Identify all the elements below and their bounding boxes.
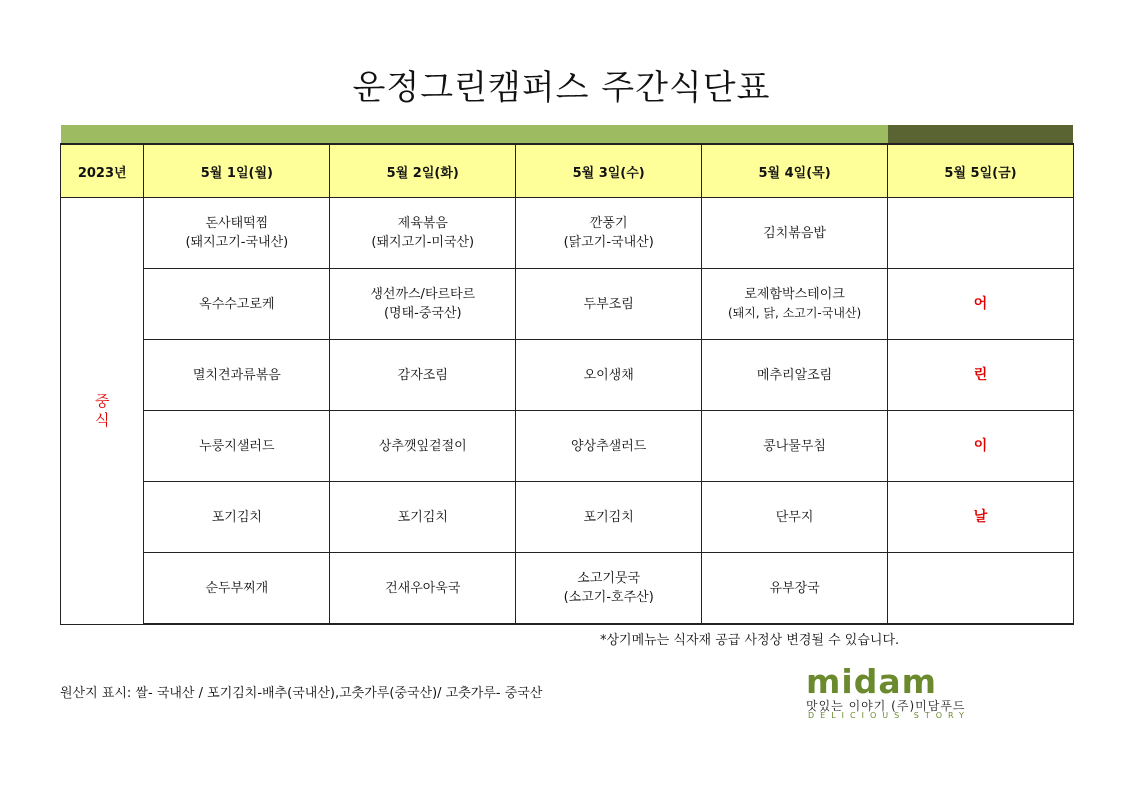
menu-cell-mon: [144, 198, 330, 269]
decorative-bar-green: [61, 125, 888, 143]
menu-item: 포기김치: [397, 509, 448, 525]
page-title: 운정그린캠퍼스 주간식단표: [352, 68, 771, 108]
menu-cell-mon: [144, 411, 330, 482]
header-row: [61, 144, 1074, 198]
menu-cell-tue: [330, 411, 516, 482]
logo-subtitle: DELICIOUS STORY: [808, 711, 970, 720]
menu-item: 메추리알조림: [756, 367, 833, 383]
menu-item: 단무지: [775, 509, 814, 525]
menu-cell-wed: [516, 340, 702, 411]
menu-cell-fri: [888, 553, 1074, 625]
table-row: [61, 553, 1074, 625]
menu-item: 생선까스/타르타르: [370, 287, 476, 302]
menu-item: 포기김치: [211, 509, 262, 525]
menu-item: 두부조림: [583, 296, 634, 312]
menu-cell-fri: [888, 482, 1074, 553]
menu-item: 옥수수고로케: [199, 296, 275, 312]
menu-cell-mon: [144, 269, 330, 340]
menu-cell-fri: [888, 269, 1074, 340]
menu-cell-fri: [888, 198, 1074, 269]
menu-cell-thu: [702, 482, 888, 553]
company-logo: [806, 662, 1052, 720]
menu-cell-mon: [144, 482, 330, 553]
menu-cell-mon: [144, 553, 330, 625]
menu-item: 돈사태떡찜: [205, 216, 269, 231]
meal-type-label: 식: [94, 410, 110, 429]
menu-item: 이: [973, 437, 988, 454]
menu-item: 제육볶음: [397, 216, 448, 231]
menu-origin-note: (명태-중국산): [383, 306, 462, 321]
menu-cell-thu: [702, 411, 888, 482]
menu-origin-note: (돼지고기-미국산): [371, 235, 475, 250]
menu-item: 건새우아욱국: [385, 580, 461, 596]
menu-cell-thu: [702, 553, 888, 625]
menu-item: 날: [973, 508, 988, 525]
menu-item: 린: [973, 366, 988, 383]
menu-cell-thu: [702, 340, 888, 411]
menu-cell-fri: [888, 340, 1074, 411]
menu-origin-note: (닭고기-국내산): [563, 235, 654, 250]
table-row: [61, 340, 1074, 411]
day-header-fri: 5월 5일(금): [888, 144, 1074, 198]
table-row: [61, 269, 1074, 340]
menu-item: 상추깻잎겉절이: [378, 438, 467, 454]
menu-item: 순두부찌개: [205, 580, 269, 596]
menu-item: 어: [973, 295, 988, 312]
origin-info: 원산지 표시: 쌀- 국내산 / 포기김치-배추(국내산),고춧가루(중국산)/ 고춧가루- 중국산: [60, 686, 543, 701]
weekly-menu-table: [60, 143, 1074, 625]
menu-cell-wed: [516, 269, 702, 340]
meal-type-cell: [61, 198, 144, 625]
menu-item: 콩나물무침: [763, 438, 826, 454]
table-row: [61, 482, 1074, 553]
menu-item: 양상추샐러드: [570, 438, 647, 454]
menu-item: 소고기뭇국: [577, 571, 641, 586]
table-row: [61, 198, 1074, 269]
menu-item: 로제함박스테이크: [744, 287, 845, 302]
menu-cell-tue: [330, 553, 516, 625]
menu-item: 감자조림: [397, 367, 448, 383]
menu-cell-wed: [516, 411, 702, 482]
decorative-bar-dark: [888, 125, 1073, 143]
menu-item: 멸치견과류볶음: [192, 367, 281, 383]
menu-cell-wed: [516, 482, 702, 553]
menu-cell-wed: [516, 553, 702, 625]
logo-tagline: 맛있는 이야기 (주)미담푸드: [806, 699, 966, 713]
menu-cell-thu: [702, 198, 888, 269]
menu-item: 누룽지샐러드: [199, 438, 275, 454]
menu-cell-thu: [702, 269, 888, 340]
menu-cell-fri: [888, 411, 1074, 482]
menu-item: 깐풍기: [589, 216, 628, 231]
day-header-tue: 5월 2일(화): [330, 144, 516, 198]
table-row: [61, 411, 1074, 482]
menu-cell-mon: [144, 340, 330, 411]
menu-origin-note: (소고기-호주산): [563, 590, 654, 605]
menu-cell-tue: [330, 340, 516, 411]
menu-cell-tue: [330, 269, 516, 340]
menu-cell-tue: [330, 198, 516, 269]
change-notice: *상기메뉴는 식자재 공급 사정상 변경될 수 있습니다.: [600, 633, 900, 648]
menu-item: 유부장국: [769, 580, 820, 596]
day-header-mon: 5월 1일(월): [144, 144, 330, 198]
logo-wordmark: midam: [806, 662, 937, 701]
day-header-wed: 5월 3일(수): [516, 144, 702, 198]
meal-type-label: 중: [94, 391, 110, 410]
year-header: 2023년: [61, 144, 144, 198]
menu-cell-wed: [516, 198, 702, 269]
menu-item: 오이생채: [583, 367, 634, 383]
menu-origin-note: (돼지, 닭, 소고기-국내산): [727, 306, 862, 320]
day-header-thu: 5월 4일(목): [702, 144, 888, 198]
menu-origin-note: (돼지고기-국내산): [185, 235, 289, 250]
menu-item: 포기김치: [583, 509, 634, 525]
menu-cell-tue: [330, 482, 516, 553]
menu-item: 김치볶음밥: [763, 225, 826, 241]
